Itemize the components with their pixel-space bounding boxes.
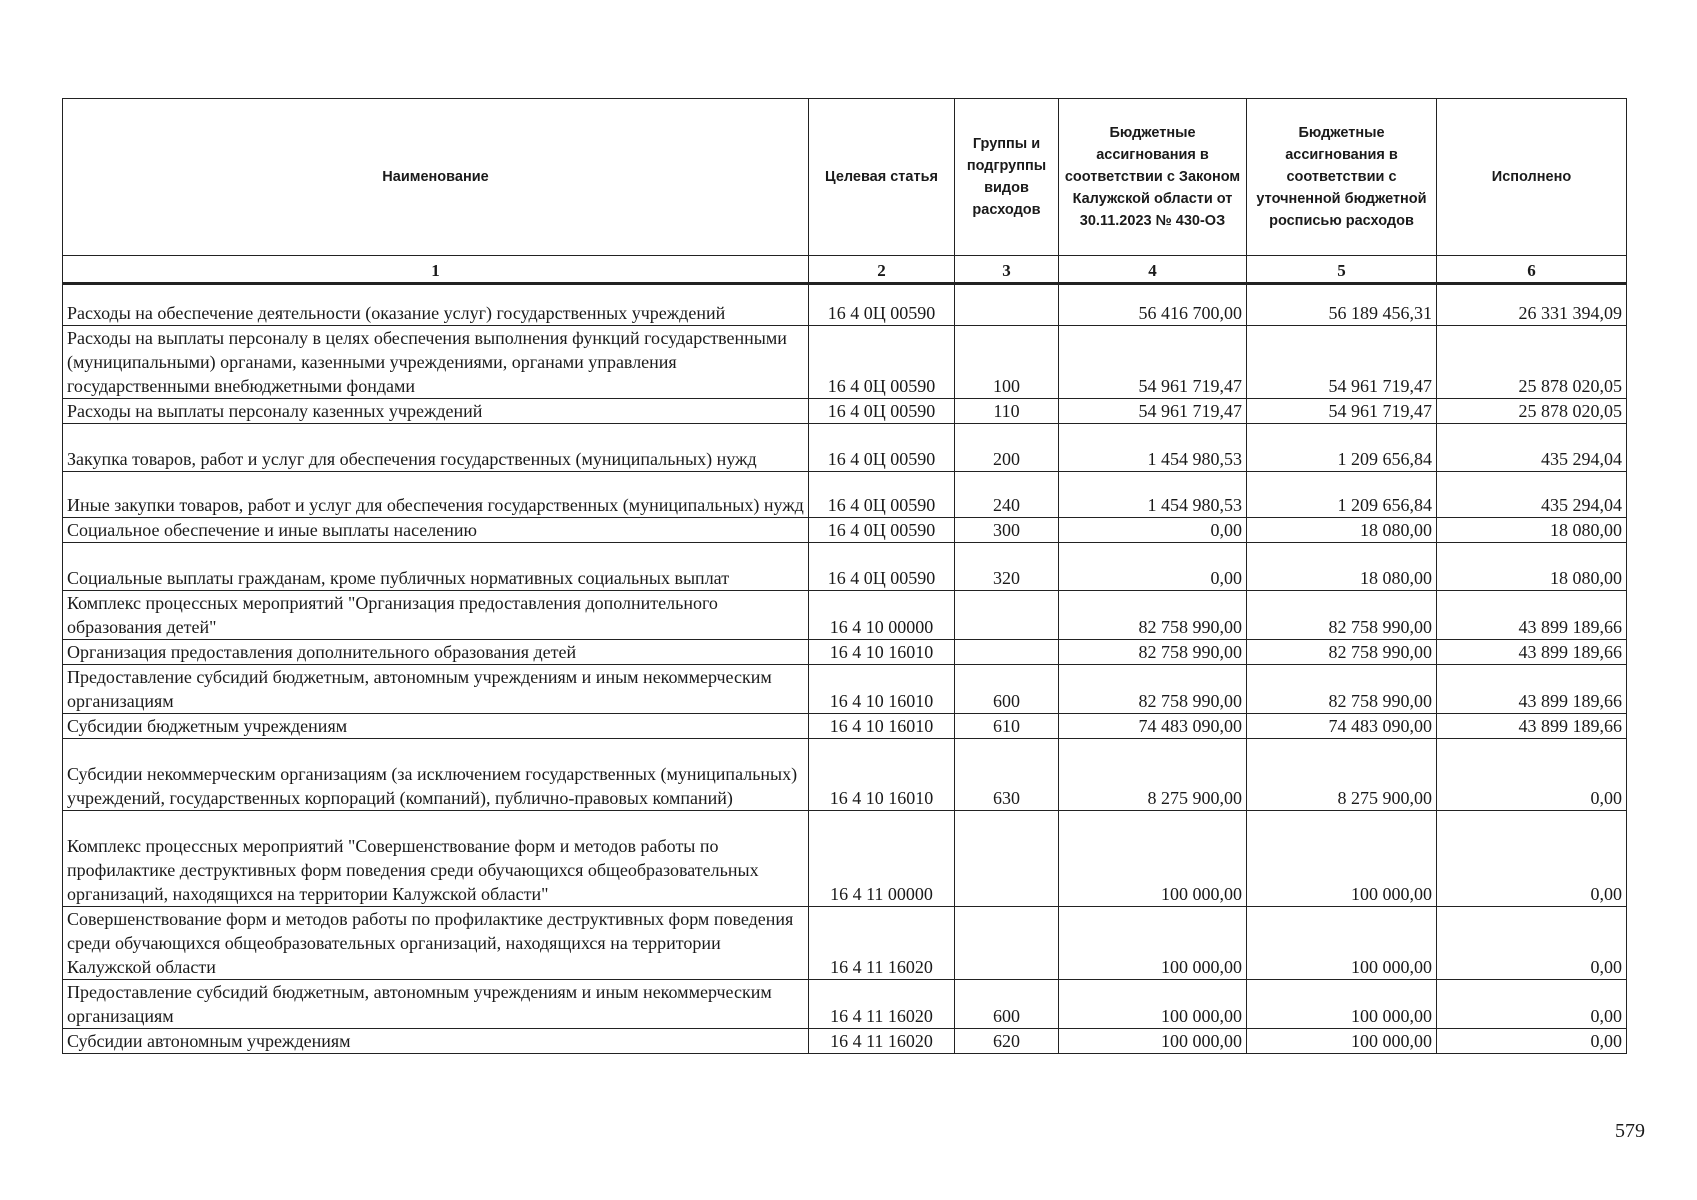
row-expense-group: 620 (955, 1029, 1059, 1054)
row-revised-allocation: 82 758 990,00 (1247, 665, 1437, 714)
row-expense-group: 600 (955, 980, 1059, 1029)
row-executed: 0,00 (1437, 907, 1627, 980)
column-number: 5 (1247, 256, 1437, 284)
row-revised-allocation: 100 000,00 (1247, 1029, 1437, 1054)
row-executed: 0,00 (1437, 739, 1627, 811)
row-revised-allocation: 1 209 656,84 (1247, 424, 1437, 472)
row-target-article: 16 4 11 00000 (809, 811, 955, 907)
row-law-allocation: 0,00 (1059, 518, 1247, 543)
row-revised-allocation: 100 000,00 (1247, 907, 1437, 980)
row-revised-allocation: 100 000,00 (1247, 980, 1437, 1029)
row-executed: 0,00 (1437, 811, 1627, 907)
row-law-allocation: 1 454 980,53 (1059, 424, 1247, 472)
row-expense-group: 100 (955, 326, 1059, 399)
table-row (63, 326, 1627, 399)
row-law-allocation: 100 000,00 (1059, 1029, 1247, 1054)
row-target-article: 16 4 0Ц 00590 (809, 472, 955, 518)
row-target-article: 16 4 11 16020 (809, 1029, 955, 1054)
row-target-article: 16 4 10 00000 (809, 591, 955, 640)
row-law-allocation: 8 275 900,00 (1059, 739, 1247, 811)
table-row (63, 907, 1627, 980)
column-number: 1 (63, 256, 809, 284)
row-target-article: 16 4 10 16010 (809, 739, 955, 811)
column-number: 3 (955, 256, 1059, 284)
row-executed: 43 899 189,66 (1437, 714, 1627, 739)
row-revised-allocation: 82 758 990,00 (1247, 591, 1437, 640)
table-row (63, 472, 1627, 518)
table-header (63, 99, 1627, 284)
row-law-allocation: 0,00 (1059, 543, 1247, 591)
row-expense-group: 110 (955, 399, 1059, 424)
row-expense-group (955, 591, 1059, 640)
row-executed: 18 080,00 (1437, 518, 1627, 543)
row-target-article: 16 4 11 16020 (809, 980, 955, 1029)
row-executed: 43 899 189,66 (1437, 665, 1627, 714)
row-law-allocation: 74 483 090,00 (1059, 714, 1247, 739)
row-name: Совершенствование форм и методов работы по профилактике деструктивных форм поведения среди обучающихся общеобразовательных организаций, находящихся на территории Калужской области (63, 907, 809, 980)
row-name: Расходы на выплаты персоналу в целях обеспечения выполнения функций государственными (муниципальными) органами, казенными учреждениями, органами управления государственными внебюджетными фондами (63, 326, 809, 399)
row-target-article: 16 4 0Ц 00590 (809, 284, 955, 326)
header-target-article: Целевая статья (809, 99, 955, 256)
row-name: Субсидии некоммерческим организациям (за исключением государственных (муниципальных) учреждений, государственных корпораций (компаний), публично-правовых компаний) (63, 739, 809, 811)
row-target-article: 16 4 0Ц 00590 (809, 518, 955, 543)
row-target-article: 16 4 10 16010 (809, 665, 955, 714)
row-law-allocation: 82 758 990,00 (1059, 591, 1247, 640)
row-executed: 43 899 189,66 (1437, 591, 1627, 640)
row-revised-allocation: 18 080,00 (1247, 543, 1437, 591)
row-expense-group: 630 (955, 739, 1059, 811)
row-revised-allocation: 56 189 456,31 (1247, 284, 1437, 326)
row-name: Комплекс процессных мероприятий "Организация предоставления дополнительного образования детей" (63, 591, 809, 640)
table-row (63, 665, 1627, 714)
row-revised-allocation: 8 275 900,00 (1247, 739, 1437, 811)
row-executed: 43 899 189,66 (1437, 640, 1627, 665)
row-revised-allocation: 100 000,00 (1247, 811, 1437, 907)
row-executed: 0,00 (1437, 1029, 1627, 1054)
table-row (63, 980, 1627, 1029)
row-expense-group (955, 284, 1059, 326)
row-law-allocation: 54 961 719,47 (1059, 399, 1247, 424)
row-revised-allocation: 54 961 719,47 (1247, 326, 1437, 399)
row-name: Субсидии автономным учреждениям (63, 1029, 809, 1054)
table-row (63, 1029, 1627, 1054)
row-target-article: 16 4 10 16010 (809, 714, 955, 739)
table-body (63, 284, 1627, 1054)
row-law-allocation: 100 000,00 (1059, 811, 1247, 907)
row-law-allocation: 82 758 990,00 (1059, 665, 1247, 714)
row-target-article: 16 4 0Ц 00590 (809, 399, 955, 424)
row-law-allocation: 100 000,00 (1059, 907, 1247, 980)
row-executed: 0,00 (1437, 980, 1627, 1029)
row-executed: 25 878 020,05 (1437, 399, 1627, 424)
row-expense-group (955, 811, 1059, 907)
header-name: Наименование (63, 99, 809, 256)
row-law-allocation: 1 454 980,53 (1059, 472, 1247, 518)
column-number: 6 (1437, 256, 1627, 284)
row-name: Иные закупки товаров, работ и услуг для обеспечения государственных (муниципальных) нужд (63, 472, 809, 518)
row-revised-allocation: 54 961 719,47 (1247, 399, 1437, 424)
row-name: Расходы на обеспечение деятельности (оказание услуг) государственных учреждений (63, 284, 809, 326)
row-name: Предоставление субсидий бюджетным, автономным учреждениям и иным некоммерческим организациям (63, 980, 809, 1029)
header-law-allocations: Бюджетные ассигнования в соответствии с Законом Калужской области от 30.11.2023 № 430-ОЗ (1059, 99, 1247, 256)
row-expense-group: 610 (955, 714, 1059, 739)
row-revised-allocation: 1 209 656,84 (1247, 472, 1437, 518)
row-executed: 26 331 394,09 (1437, 284, 1627, 326)
table-row (63, 640, 1627, 665)
budget-table (62, 98, 1627, 1054)
row-revised-allocation: 74 483 090,00 (1247, 714, 1437, 739)
row-name: Организация предоставления дополнительного образования детей (63, 640, 809, 665)
row-target-article: 16 4 0Ц 00590 (809, 543, 955, 591)
row-expense-group: 320 (955, 543, 1059, 591)
row-name: Предоставление субсидий бюджетным, автономным учреждениям и иным некоммерческим организациям (63, 665, 809, 714)
row-name: Комплекс процессных мероприятий "Совершенствование форм и методов работы по профилактике деструктивных форм поведения среди обучающихся общеобразовательных организаций, находящихся на территории Калужской области" (63, 811, 809, 907)
table-row (63, 424, 1627, 472)
table-row (63, 518, 1627, 543)
row-executed: 435 294,04 (1437, 472, 1627, 518)
header-executed: Исполнено (1437, 99, 1627, 256)
row-name: Субсидии бюджетным учреждениям (63, 714, 809, 739)
row-expense-group (955, 640, 1059, 665)
row-law-allocation: 100 000,00 (1059, 980, 1247, 1029)
row-revised-allocation: 18 080,00 (1247, 518, 1437, 543)
header-expense-groups: Группы и подгруппы видов расходов (955, 99, 1059, 256)
row-expense-group (955, 907, 1059, 980)
page-number: 579 (1615, 1120, 1645, 1142)
row-law-allocation: 82 758 990,00 (1059, 640, 1247, 665)
row-target-article: 16 4 11 16020 (809, 907, 955, 980)
table-row (63, 714, 1627, 739)
row-name: Социальные выплаты гражданам, кроме публичных нормативных социальных выплат (63, 543, 809, 591)
row-expense-group: 600 (955, 665, 1059, 714)
column-number-row (63, 256, 1627, 284)
row-expense-group: 240 (955, 472, 1059, 518)
table-row (63, 739, 1627, 811)
row-executed: 435 294,04 (1437, 424, 1627, 472)
row-name: Расходы на выплаты персоналу казенных учреждений (63, 399, 809, 424)
row-name: Закупка товаров, работ и услуг для обеспечения государственных (муниципальных) нужд (63, 424, 809, 472)
header-revised-allocations: Бюджетные ассигнования в соответствии с уточненной бюджетной росписью расходов (1247, 99, 1437, 256)
column-number: 2 (809, 256, 955, 284)
table-row (63, 399, 1627, 424)
row-expense-group: 200 (955, 424, 1059, 472)
row-law-allocation: 56 416 700,00 (1059, 284, 1247, 326)
row-target-article: 16 4 0Ц 00590 (809, 424, 955, 472)
table-row (63, 811, 1627, 907)
row-executed: 25 878 020,05 (1437, 326, 1627, 399)
header-row (63, 99, 1627, 256)
row-name: Социальное обеспечение и иные выплаты населению (63, 518, 809, 543)
row-target-article: 16 4 10 16010 (809, 640, 955, 665)
table-row (63, 591, 1627, 640)
row-law-allocation: 54 961 719,47 (1059, 326, 1247, 399)
column-number: 4 (1059, 256, 1247, 284)
row-expense-group: 300 (955, 518, 1059, 543)
table-row (63, 284, 1627, 326)
row-target-article: 16 4 0Ц 00590 (809, 326, 955, 399)
row-executed: 18 080,00 (1437, 543, 1627, 591)
row-revised-allocation: 82 758 990,00 (1247, 640, 1437, 665)
table-row (63, 543, 1627, 591)
